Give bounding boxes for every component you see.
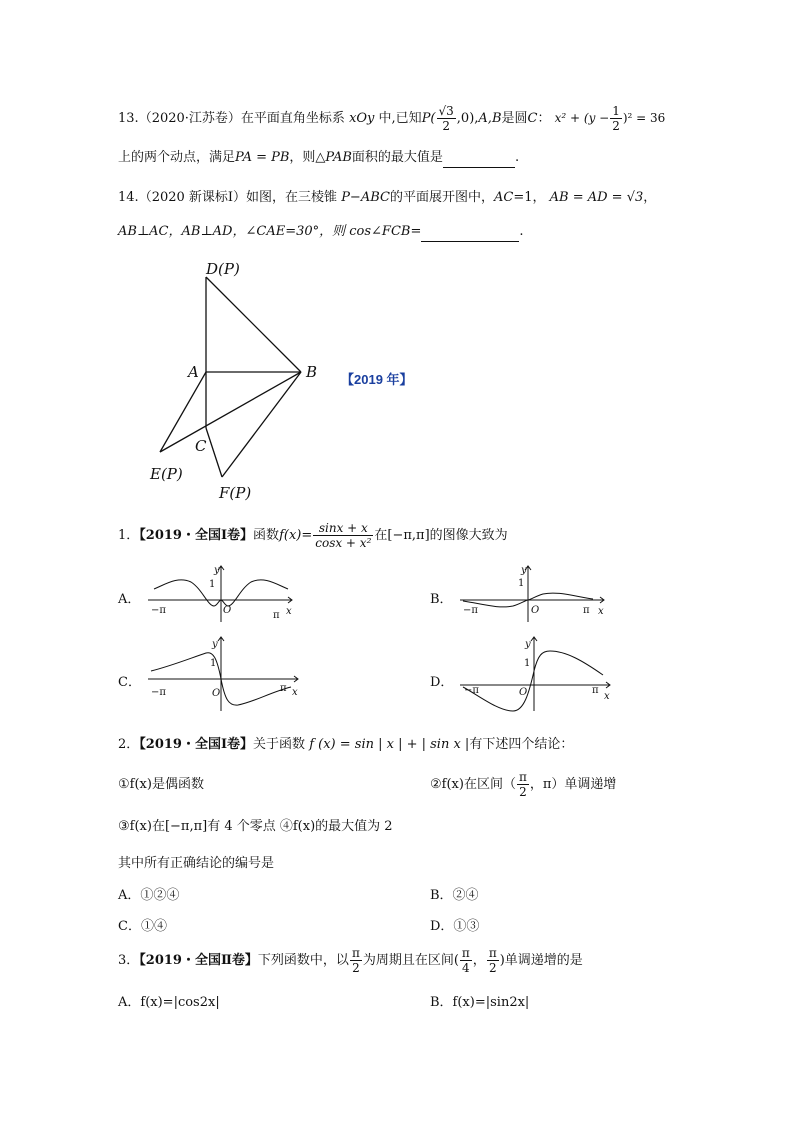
one-label: 1 [518,578,525,589]
tetrahedron-net-figure [140,255,340,510]
pi-label: π [273,610,280,621]
p2-option-b[interactable]: B．②④ [430,888,479,903]
edge-e-b [160,372,301,452]
p2-s2-text: ②f(x)在区间（ [430,777,516,792]
x-label: x [292,687,298,698]
q13-xoy: xOy [349,111,375,126]
neg-pi-label: −π [464,685,479,696]
q13-ab: A,B [478,111,502,126]
origin-label: O [212,688,221,699]
p2-option-d[interactable]: D．①③ [430,919,480,934]
problem-2-stem [118,733,573,752]
q13-period: . [514,150,520,165]
p2-statement-3-4: ③f(x)在[−π,π]有 4 个零点 ④f(x)的最大值为 2 [118,819,393,834]
p1-text: 函数 [253,528,280,543]
x-label: x [598,606,604,617]
label-c: C [195,437,207,455]
graph-d[interactable] [458,633,618,713]
q13-text2: 中,已知 [378,111,422,126]
q14-ac: AC [493,190,514,205]
q13-comma: , [474,111,479,126]
label-b: B [306,363,318,381]
q14-number: 14. [118,190,139,205]
y-label: y [525,639,531,650]
y-label: y [521,565,527,576]
option-c-label[interactable]: C． [118,675,141,690]
neg-pi-label: −π [151,605,166,616]
p2-option-a[interactable]: A．①②④ [118,888,180,903]
pi-label: π [280,683,287,694]
q13-point-p-end: ,0) [456,111,475,126]
p3-frac-period: $\frac{\pi}{2}$ [351,946,360,975]
q13-frac-1-2: $\frac{1}{2}$ [612,104,620,133]
label-d: D(P) [206,260,240,278]
problem-1-stem [118,521,508,550]
q13-text4: 是圆 [501,111,528,126]
p1-number: 1． [118,528,140,543]
p2-text2: 有下述四个结论： [469,737,574,752]
p2-option-c[interactable]: C．①④ [118,919,167,934]
edge-f-b [222,372,301,477]
neg-pi-label: −π [463,605,478,616]
question-13-line1 [118,104,665,133]
graph-c[interactable] [146,633,306,713]
curve-d [463,651,603,711]
label-e: E(P) [150,465,183,483]
label-f: F(P) [219,484,252,502]
pi-label: π [592,685,599,696]
q14-tetrahedron: P−ABC [341,190,390,205]
year-tag: 【2019 年】 [341,372,413,387]
p2-statement-2 [430,770,616,799]
q14-period: . [519,224,524,239]
one-label: 1 [210,658,217,669]
q13-pab: PAB [325,150,352,165]
p3-number: 3． [118,953,140,968]
q13-number: 13. [118,111,139,126]
graph-a[interactable] [146,562,296,624]
pi-label: π [583,605,590,616]
p1-text2: 在[−π,π]的图像大致为 [374,528,508,543]
q13-text5: 上的两个动点，满足 [118,150,236,165]
option-d-label[interactable]: D． [430,675,454,690]
x-label: x [286,606,292,617]
y-label: y [214,565,220,576]
question-14-line1 [118,186,656,205]
p1-source: 【2019・全国Ⅰ卷】 [139,528,254,543]
p1-fx: f(x)= [279,528,313,543]
q13-pa-pb: PA = PB [235,150,290,165]
q13-frac-sqrt3-2: $\frac{√3}{2}$ [438,104,454,133]
q13-text7: 面积的最大值是 [351,150,443,165]
q13-circle-c: C [527,111,538,126]
q13-answer-blank[interactable] [443,152,515,168]
p2-number: 2． [118,737,140,752]
problem-3-stem [118,946,583,975]
question-14-line2 [118,220,524,242]
origin-label: O [223,605,232,616]
x-label: x [604,691,610,702]
q14-comma: ， [643,190,657,205]
edge-d-b [206,277,301,372]
neg-pi-label: −π [151,687,166,698]
q13-source: （2020·江苏卷） [138,111,241,126]
label-a: A [188,363,199,381]
p3-option-b[interactable]: B．f(x)=|sin2x| [430,995,530,1010]
q13-text6: ，则△ [289,150,326,165]
option-b-label[interactable]: B． [430,592,453,607]
q14-source: （2020 新课标Ⅰ）如图，在三棱锥 [138,190,338,205]
q13-equation: x² + (y − [554,111,610,125]
q13-text: 在平面直角坐标系 [240,111,345,126]
origin-label: O [519,687,528,698]
q13-colon: ： [537,111,551,126]
p2-function-definition: f (x) = sin | x | + | sin x | [309,737,470,752]
q14-text: 的平面展开图中， [389,190,494,205]
one-label: 1 [524,658,531,669]
p2-frac-pi-2: $\frac{\pi}{2}$ [518,770,527,799]
q14-answer-blank[interactable] [421,226,519,242]
p2-s2-text2: ，π）单调递增 [529,777,617,792]
q13-equation-end: )² = 36 [622,111,666,125]
p3-comma: ， [472,953,486,968]
p3-text: 下列函数中，以 [257,953,349,968]
origin-label: O [531,605,540,616]
p3-text3: )单调递增的是 [499,953,583,968]
graph-b[interactable] [458,562,608,624]
p3-frac-pi-4: $\frac{\pi}{4}$ [461,946,470,975]
option-a-label[interactable]: A． [118,592,141,607]
question-13-line2 [118,146,519,168]
p2-statement-1: ①f(x)是偶函数 [118,777,204,792]
edge-c-f [206,428,222,477]
p1-fraction: $\frac{\sin x + x}{\text{cosx + x²}}$ [315,521,372,550]
q14-ab-ad: AB = AD = √3 [549,190,644,205]
q14-conditions: AB⊥AC，AB⊥AD，∠CAE=30°，则 cos∠FCB= [118,224,422,239]
q13-point-p: P( [421,111,436,126]
p2-source: 【2019・全国Ⅰ卷】 [139,737,254,752]
p3-text2: 为周期且在区间( [362,953,459,968]
p2-question: 其中所有正确结论的编号是 [118,856,275,871]
p2-text: 关于函数 [253,737,306,752]
p3-frac-pi-2: $\frac{\pi}{2}$ [488,946,497,975]
p3-option-a[interactable]: A．f(x)=|cos2x| [118,995,220,1010]
p3-source: 【2019・全国Ⅱ卷】 [139,953,258,968]
q14-text2: =1， [513,190,546,205]
y-label: y [212,639,218,650]
one-label: 1 [209,579,216,590]
